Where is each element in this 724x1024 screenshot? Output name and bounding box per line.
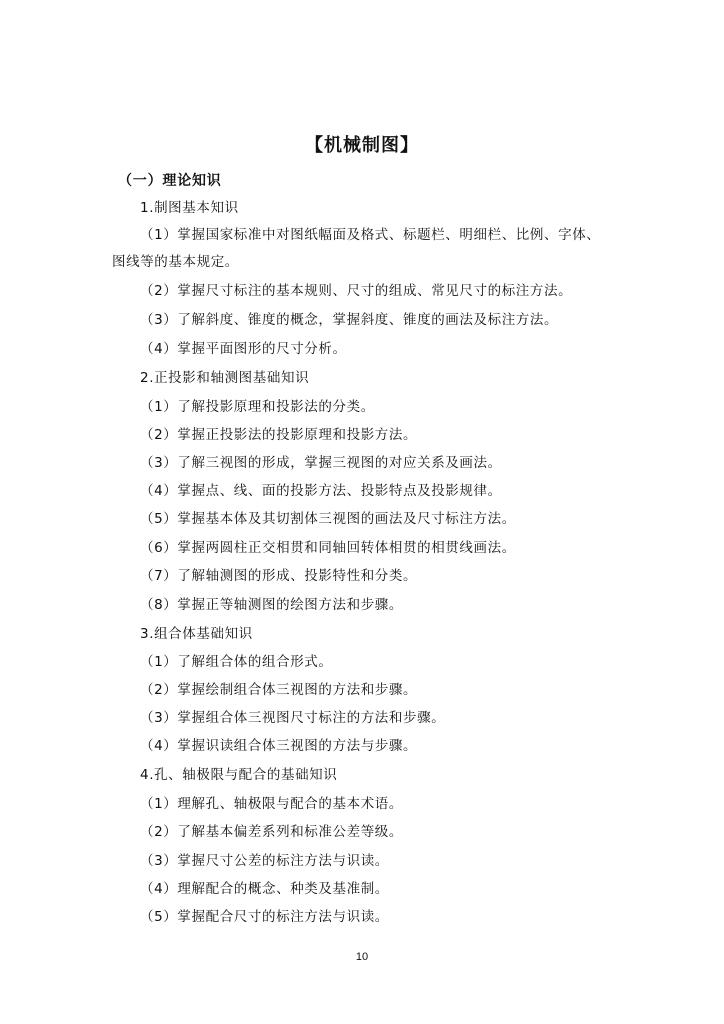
list-item: （3）掌握尺寸公差的标注方法与识读。 <box>140 853 389 869</box>
section-heading: （一）理论知识 <box>118 173 222 189</box>
list-item: （2）掌握尺寸标注的基本规则、尺寸的组成、常见尺寸的标注方法。 <box>140 283 573 299</box>
list-item: （6）掌握两圆柱正交相贯和同轴回转体相贯的相贯线画法。 <box>140 540 516 556</box>
list-item: （3）掌握组合体三视图尺寸标注的方法和步骤。 <box>140 710 446 726</box>
subsection-heading: 3.组合体基础知识 <box>140 626 253 642</box>
list-item: （2）了解基本偏差系列和标准公差等级。 <box>140 824 403 840</box>
list-item: （1）掌握国家标准中对图纸幅面及格式、标题栏、明细栏、比例、字体、 <box>140 227 601 243</box>
subsection-heading: 1.制图基本知识 <box>140 200 239 216</box>
list-item: （3）了解斜度、锥度的概念，掌握斜度、锥度的画法及标注方法。 <box>140 312 559 328</box>
list-item: （1）了解组合体的组合形式。 <box>140 654 333 670</box>
list-item: （1）了解投影原理和投影法的分类。 <box>140 399 375 415</box>
subsection-heading: 2.正投影和轴测图基础知识 <box>140 370 310 386</box>
list-item: （8）掌握正等轴测图的绘图方法和步骤。 <box>140 597 403 613</box>
list-item: （4）理解配合的概念、种类及基准制。 <box>140 881 389 897</box>
list-item: （2）掌握绘制组合体三视图的方法和步骤。 <box>140 682 418 698</box>
list-item: （1）理解孔、轴极限与配合的基本术语。 <box>140 796 403 812</box>
list-item: （4）掌握识读组合体三视图的方法与步骤。 <box>140 738 418 754</box>
page-title: 【机械制图】 <box>305 135 419 156</box>
list-item: （2）掌握正投影法的投影原理和投影方法。 <box>140 427 418 443</box>
list-item: （3）了解三视图的形成，掌握三视图的对应关系及画法。 <box>140 455 502 471</box>
list-item: （7）了解轴测图的形成、投影特性和分类。 <box>140 568 418 584</box>
list-item: （5）掌握基本体及其切割体三视图的画法及尺寸标注方法。 <box>140 511 516 527</box>
subsection-heading: 4.孔、轴极限与配合的基础知识 <box>140 767 338 783</box>
list-item: （5）掌握配合尺寸的标注方法与识读。 <box>140 909 389 925</box>
page-number: 10 <box>355 951 369 963</box>
list-item: （4）掌握平面图形的尺寸分析。 <box>140 341 347 357</box>
list-item-continuation: 图线等的基本规定。 <box>112 254 239 270</box>
list-item: （4）掌握点、线、面的投影方法、投影特点及投影规律。 <box>140 483 502 499</box>
